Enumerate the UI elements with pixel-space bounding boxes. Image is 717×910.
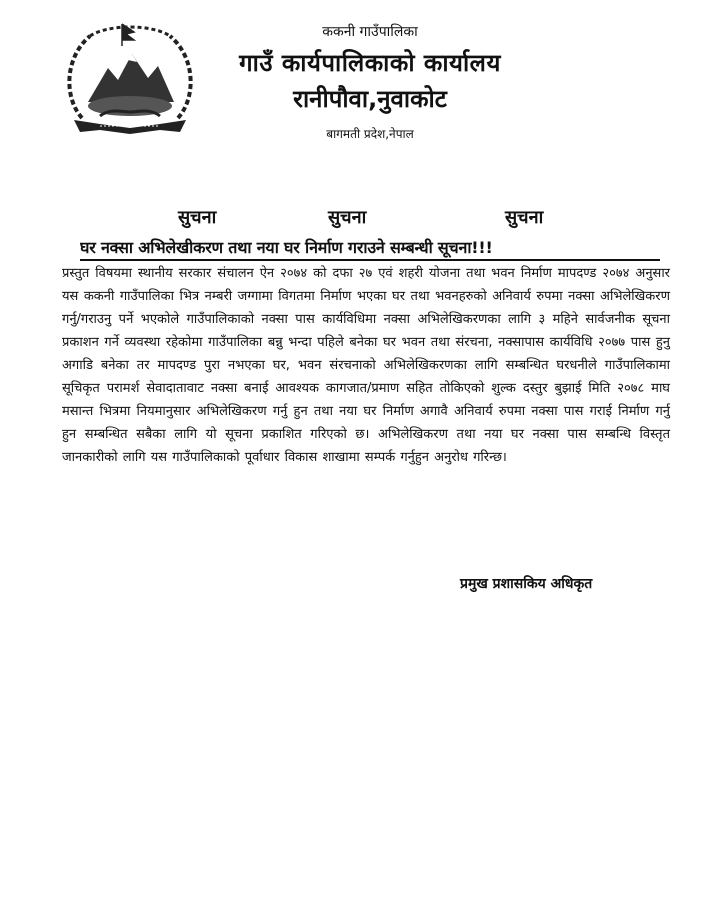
notice-subject: घर नक्सा अभिलेखीकरण तथा नया घर निर्माण गराउने सम्बन्धी सूचना!!! <box>80 236 660 261</box>
notice-word: सुचना <box>328 207 367 228</box>
notice-word: सुचना <box>505 207 544 228</box>
signatory-title: प्रमुख प्रशासकिय अधिकृत <box>460 576 593 592</box>
notice-word: सुचना <box>178 207 217 228</box>
office-address: रानीपौवा,नुवाकोट <box>293 85 447 113</box>
notice-body: प्रस्तुत विषयमा स्थानीय सरकार संचालन ऐन २०७४ को दफा २७ एवं शहरी योजना तथा भवन निर्माण मापदण्ड २०७४ अनुसार यस ककनी गाउँपालिका भित्र नम्बरी जग्गामा विगतमा निर्माण भएका घर तथा भवनहरुको अनिवार्य रुपमा नक्सा अभिलेखिकरण गर्नु/गराउनु पर्ने भएकोले गाउँपालिकाको नक्सा पास कार्यविधिमा नक्सा अभिलेखिकरणका लागि ३ महिने सार्वजनीक सूचना प्रकाशन गर्ने व्यवस्था रहेकोमा गाउँपालिका बन्नु भन्दा पहिले बनेका घर भवन तथा संरचना, नक्सापास कार्यविधि २०७७ पास हुनु अगाडि बनेका तर मापदण्ड पुरा नभएका घर, भवन संरचनाको अभिलेखिकरणका लागि सम्बन्धित घरधनीले गाउँपालिकामा सूचिकृत परामर्श सेवादातावाट नक्सा बनाई आवश्यक कागजात/प्रमाण सहित तोकिएको शुल्क दस्तुर बुझाई मिति २०७८ माघ मसान्त भित्रमा नियमानुसार अभिलेखिकरण गर्नु हुन तथा नया घर निर्माण अगावै अनिवार्य रुपमा नक्सा पास गराई निर्माण गर्नु हुन सम्बन्धित सबैका लागि यो सूचना प्रकाशित गरिएको छ। अभिलेखिकरण तथा नया घर नक्सा पास सम्बन्धि विस्तृत जानकारीको लागि यस गाउँपालिकाको पूर्वाधार विकास शाखामा सम्पर्क गर्नुहुन अनुरोध गरिन्छ। <box>62 266 670 465</box>
municipality-name: ककनी गाउँपालिका <box>322 24 418 40</box>
province-name: बागमती प्रदेश,नेपाल <box>326 127 414 141</box>
office-name: गाउँ कार्यपालिकाको कार्यालय <box>239 49 501 77</box>
nepal-government-emblem-icon <box>60 20 200 140</box>
